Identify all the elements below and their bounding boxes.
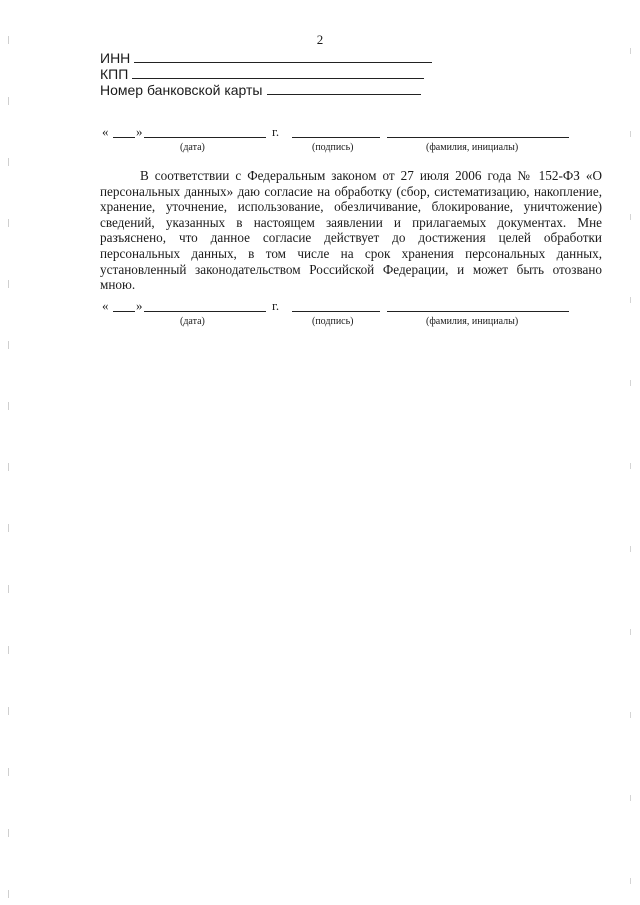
caption-signature: (подпись) [312,142,354,153]
date-open-quote: « [102,298,109,313]
signature-input-line[interactable] [292,311,380,312]
inn-input-line[interactable] [134,50,432,63]
name-input-line[interactable] [387,311,569,312]
kpp-label: КПП [100,66,129,82]
date-close-quote: » [136,298,143,313]
caption-signature: (подпись) [312,316,354,327]
name-input-line[interactable] [387,137,569,138]
year-suffix: г. [272,298,280,313]
signature-block-1 [100,124,580,140]
date-close-quote: » [136,124,143,139]
month-input-line[interactable] [144,311,266,312]
caption-name: (фамилия, инициалы) [426,316,519,327]
month-input-line[interactable] [144,137,266,138]
day-input-line[interactable] [113,137,135,138]
caption-date: (дата) [180,142,205,153]
date-open-quote: « [102,124,109,139]
left-margin-scan-artifact [8,0,9,905]
signature-block-2 [100,298,580,314]
inn-label: ИНН [100,50,131,66]
year-suffix: г. [272,124,280,139]
card-label: Номер банковской карты [100,82,263,98]
consent-paragraph: В соответствии с Федеральным законом от 27 июля 2006 года № 152-ФЗ «О персональных данных» даю согласие на обработку (сбор, систематизацию, накопление, хранение, уточнение, использование, обезличивание, блокирование, уничтожение) сведений, указанных в настоящем заявлении и прилагаемых документах. Мне разъяснено, что данное согласие действует до достижения целей обработки персональных данных, в том числе на срок хранения персональных данных, установленный законодательством Российской Федерации, и может быть отозвано мною. [100,168,602,293]
caption-date: (дата) [180,316,205,327]
kpp-input-line[interactable] [132,66,424,79]
page-number: 2 [316,32,324,47]
right-margin-scan-artifact [630,0,631,905]
kpp-field-row [100,66,424,82]
card-input-line[interactable] [267,82,421,95]
signature-input-line[interactable] [292,137,380,138]
inn-field-row [100,50,432,66]
card-field-row [100,82,421,98]
caption-name: (фамилия, инициалы) [426,142,519,153]
day-input-line[interactable] [113,311,135,312]
